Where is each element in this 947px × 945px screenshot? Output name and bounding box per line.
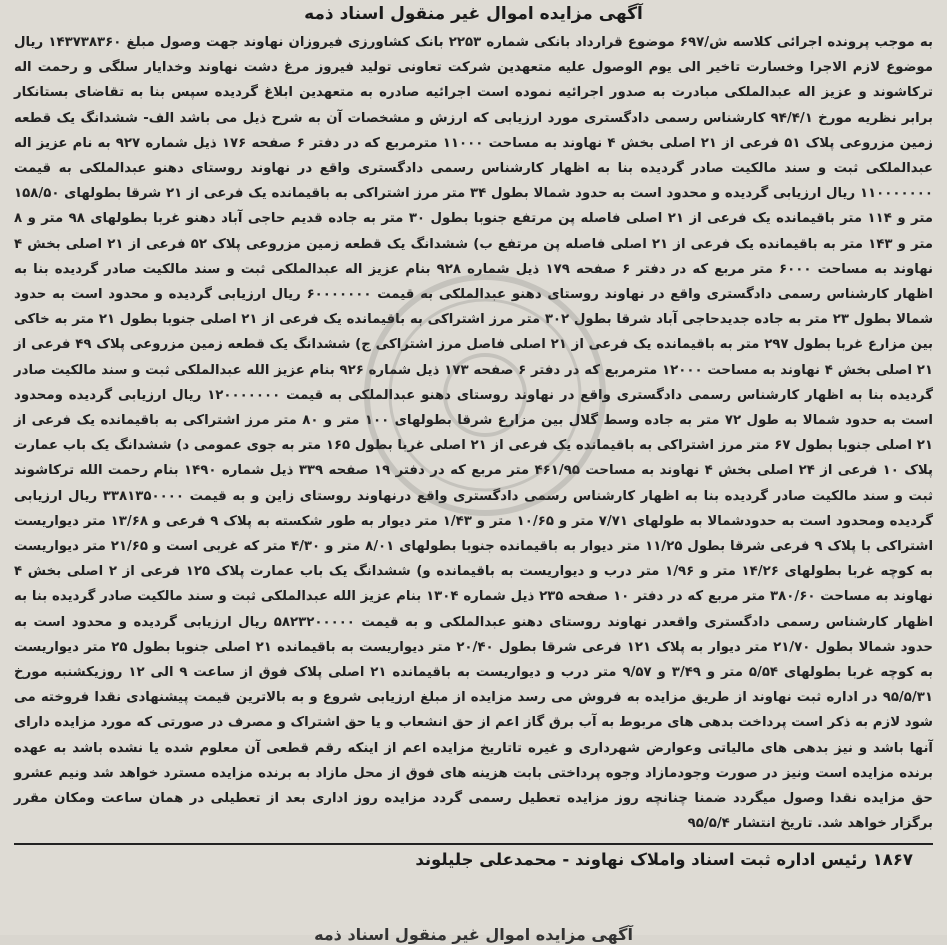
notice-signature: ۱۸۶۷ رئیس اداره ثبت اسناد واملاک نهاوند - محمدعلی جلیلوند [415, 849, 913, 869]
next-notice-title: آگهی مزایده اموال غیر منقول اسناد ذمه [314, 925, 633, 944]
notice-title: آگهی مزایده اموال غیر منقول اسناد ذمه [304, 4, 643, 24]
divider [14, 843, 933, 845]
notice-body: به موجب پرونده اجرائی کلاسه ش/۶۹۷ موضوع قرارداد بانکی شماره ۲۲۵۳ بانک کشاورزی فیروزان نهاوند جهت وصول مبلغ ۱۴۳۷۳۸۳۶۰ ریال موضوع لازم الاجرا وخسارت تاخیر الی یوم الوصول علیه متعهدین شرکت تعاونی تولید فیروز مرغ دشت نهاوند وخدایار سلگی و رحمت اله ترکاشوند و عزیز اله عبدالملکی مبادرت به صدور اجرائیه نموده است اجرائیه صادره به متعهدین ابلاغ گردیده سپس بنا به تقاضای بستانکار برابر نظریه مورخ ۹۴/۴/۱ کارشناس رسمی دادگستری مورد ارزیابی که ارزش و مشخصات آن به شرح ذیل می باشد الف- ششدانگ یک قطعه زمین مزروعی پلاک ۵۱ فرعی از ۲۱ اصلی بخش ۴ نهاوند به مساحت ۱۱۰۰۰ مترمربع که در دفتر ۶ صفحه ۱۷۶ ذیل شماره ۹۲۷ به نام عزیز اله عبدالملکی ثبت و سند مالکیت صادر گردیده بنا به اظهار کارشناس رسمی دادگستری واقع در نهاوند روستای دهنو عبدالملکی به قیمت ۱۱۰۰۰۰۰۰۰ ریال ارزیابی گردیده و محدود است به حدود شمالا بطول ۳۴ متر مرز اشتراکی به باقیمانده یک فرعی از ۲۱ شرقا بطولهای ۱۵۸/۵۰ متر و ۱۱۴ متر باقیمانده یک فرعی از ۲۱ اصلی فاصله پن مرتفع جنوبا بطول ۳۰ متر به جاده قدیم حاجی آباد دهنو غربا بطولهای ۹۸ متر و ۸ متر و ۱۴۳ متر به باقیمانده یک فرعی از ۲۱ اصلی فاصله پن مرتفع ب) ششدانگ یک قطعه زمین مزروعی پلاک ۵۲ فرعی از ۲۱ اصلی بخش ۴ نهاوند به مساحت ۶۰۰۰ متر مربع که در دفتر ۶ صفحه ۱۷۹ ذیل شماره ۹۲۸ بنام عزیز اله عبدالملکی ثبت و سند مالکیت صادر گردیده بنا به اظهار کارشناس رسمی دادگستری واقع در نهاوند روستای دهنو عبدالملکی به قیمت ۶۰۰۰۰۰۰۰ ریال ارزیابی گردیده و محدود است به حدود شمالا بطول ۲۳ متر به جاده جدیدحاجی آباد شرقا بطول ۳۰۲ متر مرز اشتراکی به باقیمانده یک فرعی از ۲۱ اصلی جنوبا بطول ۲۱ متر به خاکی بین مزارع غربا بطول ۲۹۷ متر به باقیمانده یک فرعی از ۲۱ اصلی فاصل مرز اشتراکی ج) ششدانگ یک قطعه زمین مزروعی پلاک ۴۹ فرعی از ۲۱ اصلی بخش ۴ نهاوند به مساحت ۱۲۰۰۰ مترمربع که در دفتر ۶ صفحه ۱۷۳ ذیل شماره ۹۲۶ بنام عزیز الله عبدالملکی ثبت و سند مالکیت صادر گردیده بنا به اظهار کارشناس رسمی دادگستری واقع در نهاوند روستای دهنو عبدالملکی به قیمت ۱۲۰۰۰۰۰۰۰ ریال ارزیابی گردیده ومحدود است به حدود شمالا به طول ۷۲ متر به جاده وسط گلال بین مزارع شرقا بطولهای ۱۰۰ متر و ۸۰ متر مرز اشتراکی به باقیمانده یک فرعی از ۲۱ اصلی جنوبا بطول ۶۷ متر مرز اشتراکی به باقیمانده یک فرعی از ۲۱ اصلی غربا بطول ۱۶۵ متر به جوی عمومی د) ششدانگ یک باب عمارت پلاک ۱۰ فرعی از ۲۴ اصلی بخش ۴ نهاوند به مساحت ۴۶۱/۹۵ متر مربع که در دفتر ۱۹ صفحه ۳۳۹ ذیل شماره ۱۴۹۰ بنام رحمت الله ترکاشوند ثبت و سند مالکیت صادر گردیده بنا به اظهار کارشناس رسمی دادگستری واقع درنهاوند روستای زاین و به قیمت ۳۳۸۱۳۵۰۰۰۰ ریال ارزیابی گردیده ومحدود است به حدودشمالا به طولهای ۷/۷۱ متر و ۱۰/۶۵ متر و ۱/۴۳ متر دیوار به طور شکسته به پلاک ۹ فرعی و ۱۳/۶۸ متر دیواریست اشتراکی با پلاک ۹ فرعی شرقا بطول ۱۱/۲۵ متر دیوار به باقیمانده جنوبا بطولهای ۸/۰۱ متر و ۴/۳۰ متر که غربی است و ۲۱/۶۵ متر دیواریست به کوچه غربا بطولهای ۱۴/۲۶ متر و ۱/۹۶ متر درب و دیواریست به باقیمانده و) ششدانگ یک باب عمارت پلاک ۱۲۵ فرعی از ۲ اصلی بخش ۴ نهاوند به مساحت ۳۸۰/۶۰ متر مربع که در دفتر ۱۰ صفحه ۲۳۵ ذیل شماره ۱۳۰۴ بنام عزیز الله عبدالملکی ثبت و سند مالکیت صادر گردیده بنا به اظهار کارشناس رسمی دادگستری واقعدر نهاوند روستای دهنو عبدالملکی و به قیمت ۵۸۲۳۲۰۰۰۰۰ ریال ارزیابی گردیده و محدود است به حدود شمالا بطول ۲۱/۷۰ متر دیوار به پلاک ۱۲۱ فرعی شرقا بطول ۲۰/۴۰ متر دیواریست به باقیمانده ۲۱ اصلی جنوبا بطول ۲۵ متر دیواریست به کوچه غربا بطولهای ۵/۵۴ متر و ۳/۴۹ و ۹/۵۷ متر درب و دیواریست به باقیمانده ۲۱ اصلی پلاک فوق از ساعت ۹ الی ۱۲ روزیکشنبه مورخ ۹۵/۵/۳۱ در اداره ثبت نهاوند از طریق مزایده به فروش می رسد مزایده از مبلغ ارزیابی شروع و به بالاترین قیمت پیشنهادی نقدا فروخته می شود لازم به ذکر است پرداخت بدهی های مربوط به آب برق گاز اعم از حق انشعاب و یا حق اشتراک و مصرف در صورتی که مورد مزایده دارای آنها باشد و نیز بدهی های مالیاتی وعوارض شهرداری و غیره تاتاریخ مزایده اعم از اینکه رقم قطعی آن معلوم شده یا نشده باشد به عهده برنده مزایده است ونیز در صورت وجودمازاد وجوه پرداختی بابت هزینه های فوق از محل مازاد به برنده مزایده مسترد خواهد شد ونیم عشرو حق مزایده نقدا وصول میگردد ضمنا چنانچه روز مزایده تعطیل رسمی گردد مزایده روز اداری بعد از تعطیلی در همان ساعت ومکان مقرر برگزار خواهد شد. تاریخ انتشار ۹۵/۵/۴ [14, 35, 934, 832]
